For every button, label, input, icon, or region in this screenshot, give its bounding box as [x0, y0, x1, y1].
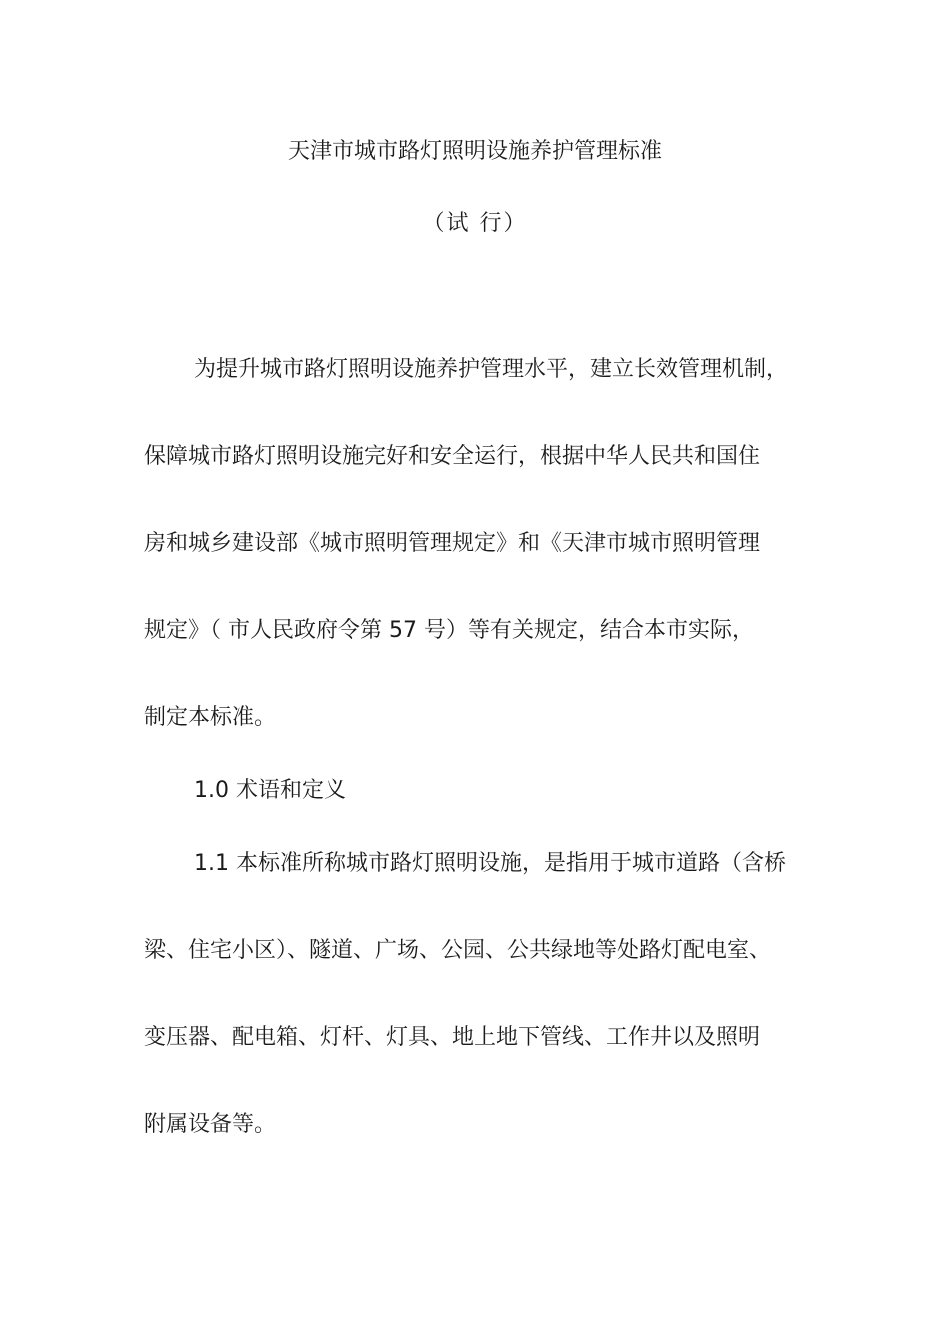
clause-line: 变压器、配电箱、灯杆、灯具、地上地下管线、工作井以及照明 — [144, 1025, 761, 1050]
section-heading: 1.0 术语和定义 — [194, 778, 346, 803]
clause-line: 附属设备等。 — [144, 1112, 277, 1137]
clause-line: 梁、住宅小区）、隧道、广场、公园、公共绿地等处路灯配电室、 — [144, 938, 772, 963]
clause-line: 1.1 本标准所称城市路灯照明设施，是指用于城市道路（含桥 — [194, 851, 786, 876]
document-subtitle: （试 行） — [422, 211, 528, 236]
intro-line: 规定》（ 市人民政府令第 57 号）等有关规定，结合本市实际， — [144, 618, 754, 643]
document-title: 天津市城市路灯照明设施养护管理标准 — [287, 139, 662, 164]
intro-line: 为提升城市路灯照明设施养护管理水平，建立长效管理机制， — [194, 357, 789, 382]
intro-line: 保障城市路灯照明设施完好和安全运行，根据中华人民共和国住 — [144, 444, 761, 469]
intro-line: 房和城乡建设部《城市照明管理规定》和《天津市城市照明管理 — [144, 531, 761, 556]
intro-line: 制定本标准。 — [144, 705, 277, 730]
